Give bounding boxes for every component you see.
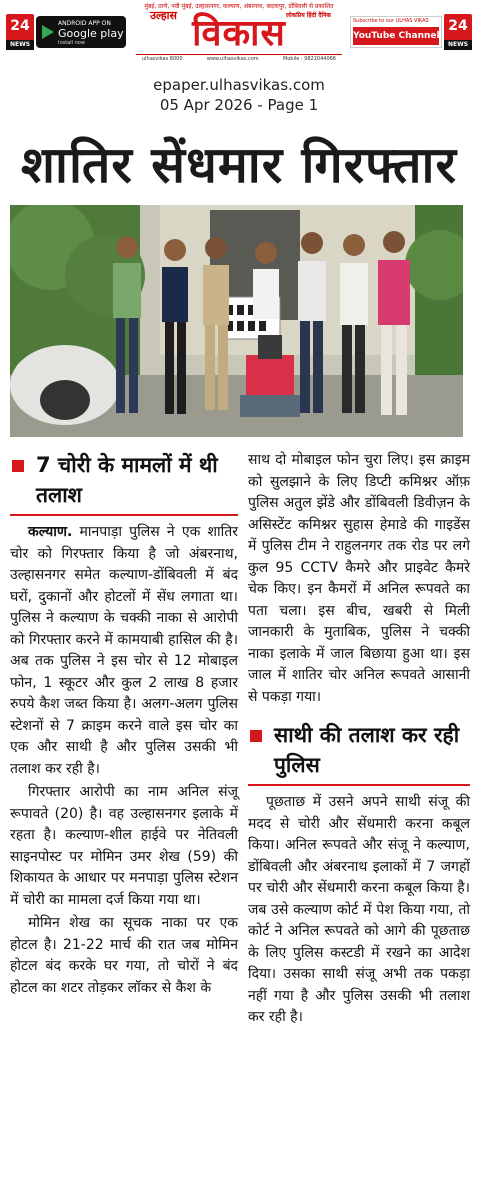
badge-label: NEWS: [6, 40, 34, 50]
subheading-rule: [10, 514, 238, 516]
paragraph-1-body: मानपाड़ा पुलिस ने एक शातिर चोर को गिरफ्तार किया है जो अंबरनाथ, उल्हासनगर समेत कल्याण-डोंबिवली में बंद घरों, दुकानों और होटलों में सेंध लगाता था। पुलिस ने कल्याण के चक्की नाका से आरोपी को गिरफ्तार करने में कामयाबी हासिल की है। अब तक पुलिस ने इस चोर से 12 मोबाइल फोन, 1 स्कूटर और कुल 2 लाख 8 हजार रुपये कैश जब्त किया है। अलग-अलग पुलिस स्टेशनों से 7 क्राइम करने वाले इस चोर का एक और साथी है और पुलिस उसकी भी तलाश कर रही है।: [10, 524, 238, 777]
article-column-left: [10, 450, 238, 999]
youtube-channel-label: YouTube Channel: [353, 27, 439, 45]
dateline: कल्याण.: [28, 524, 73, 540]
article-paragraph-3: मोमिन शेख का सूचक नाका पर एक होटल है। 21-22 मार्च की रात जब मोमिन होटल बंद करके घर गया, तो चोरों ने बंद होटल का शटर तोड़कर लॉकर से कैश के: [10, 915, 238, 996]
article-headline: शातिर सेंधमार गिरफ्तार: [21, 136, 457, 194]
epaper-url[interactable]: epaper.ulhasvikas.com: [153, 76, 325, 94]
masthead: [0, 0, 478, 68]
logo-tagline-top: मुंबई, ठाणे, नवी मुंबई, उल्हासनगर, कल्याण, अंबरनाथ, बदलापुर, डोंबिवली से प्रकाशित: [144, 3, 334, 10]
youtube-channel-badge[interactable]: [350, 16, 442, 48]
logo-footer-mobile: Mobile : 9822044066: [282, 56, 336, 62]
newspaper-logo: [136, 2, 342, 64]
subheading-first-text: 7 चोरी के मामलों में थी तलाश: [36, 453, 218, 507]
install-now-label: Install now: [58, 40, 85, 46]
logo-wordmark: विकास: [192, 13, 286, 54]
subheading-second-text: साथी की तलाश कर रही पुलिस: [274, 723, 460, 777]
article-paragraph-5: पूछताछ में उसने अपने साथी संजू की मदद से चोरी और सेंधमारी करना कबूल किया। अनिल रूपवते और संजू ने कल्याण, डोंबिवली और अंबरनाथ इलाकों में 7 जगहों पर चोरी और सेंधमारी करना कबूल किया है। जब उसे कल्याण कोर्ट में पेश किया गया, तो कोर्ट ने अनिल रूपवते को आगे की पूछताछ के लिए पुलिस कस्टडी में रखने का आदेश दिया। उसका साथी संजू अभी तक पकड़ा नहीं गया है और पुलिस उसकी भी तलाश कर रही है।: [248, 794, 470, 1025]
bullet-square-icon: [250, 730, 262, 742]
badge-number: 24: [10, 18, 30, 34]
article-paragraph-4: साथ दो मोबाइल फोन चुरा लिए। इस क्राइम को सुलझाने के लिए डिप्टी कमिश्नर ऑफ़ पुलिस अतुल झेंडे और डोंबिवली डिवीज़न के असिस्टेंट कमिश्नर सुहास हेमाडे की गाइडेंस में पुलिस टीम ने राहुलनगर तक रोड पर लगे कुल 95 CCTV कैमरे और प्राइवेट कैमरे चेक किए। इन कैमरों में अनिल रूपवते का पता चला। इस बीच, खबरी से मिली जानकारी के मुताबिक, पुलिस ने चक्की नाका इलाके में जाल बिछाया हुआ था। इस जाल में शातिर चोर अनिल रूपवते आसानी से पकड़ा गया।: [248, 452, 470, 705]
logo-footer-social: ulhasvikas 8000: [142, 56, 183, 62]
logo-small-text: उल्हास: [150, 9, 177, 22]
edition-date-page: 05 Apr 2026 - Page 1: [159, 96, 319, 114]
article-paragraph-1: [10, 522, 238, 780]
article-column-right: [248, 450, 470, 1029]
logo-footer: [136, 54, 342, 63]
news24-logo-left: [6, 14, 34, 50]
badge-label: NEWS: [444, 40, 472, 50]
badge-number: 24: [448, 18, 468, 34]
logo-footer-website: www.ulhasvikas.com: [206, 56, 259, 62]
subheading-rule: [248, 784, 470, 786]
subheading-second: [248, 720, 470, 780]
news24-logo-right: [444, 14, 472, 50]
subheading-first: [10, 450, 238, 510]
logo-tagline-right: लोकप्रिय हिंदी दैनिक: [286, 12, 332, 19]
article-photo: [10, 205, 463, 437]
google-play-caption: ANDROID APP ON: [58, 20, 111, 27]
youtube-subscribe-text: Subscribe to our ULHAS VIKAS: [353, 18, 429, 24]
google-play-badge[interactable]: [36, 16, 126, 48]
google-play-label: Google play: [58, 27, 124, 40]
play-store-icon: [42, 25, 54, 39]
article-paragraph-2: गिरफ्तार आरोपी का नाम अनिल संजू रूपावते (20) है। वह उल्हासनगर इलाके में रहता है। कल्याण-शील हाईवे पर नेतिवली साइनपोस्ट पर मोमिन उमर शेख (59) की शिकायत के आधार पर मनपाड़ा पुलिस स्टेशन में चोरी का मामला दर्ज किया गया था।: [10, 784, 238, 908]
bullet-square-icon: [12, 460, 24, 472]
police-team-photo: [10, 205, 463, 437]
